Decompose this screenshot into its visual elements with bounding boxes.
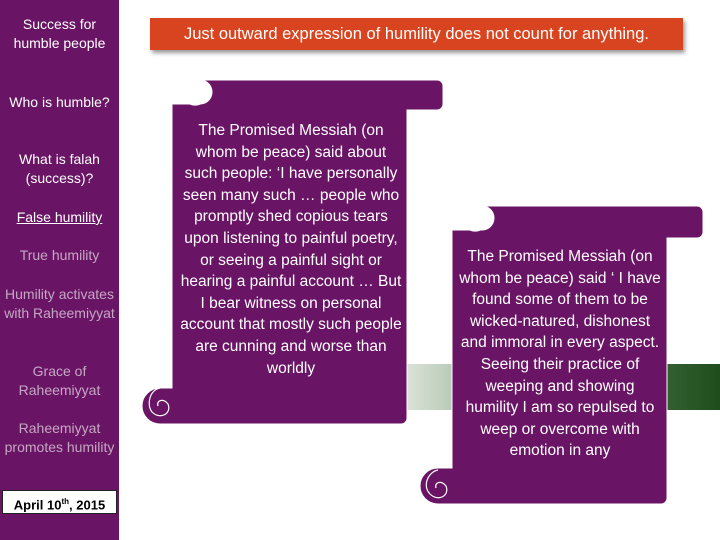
slide-title: Just outward expression of humility does not count for anything.	[150, 18, 683, 50]
nav-item-false-humility[interactable]: False humility	[16, 209, 103, 225]
right-scroll-text: The Promised Messiah (on whom be peace) said ‘ I have found some of them to be wicked-natured, dishonest and immoral in every aspect. Seeing their practice of weeping and showing humility I am so repulsed to weep or overcome with emotion in any	[459, 248, 661, 460]
nav-item-who-is-humble[interactable]: Who is humble?	[9, 94, 110, 110]
date-suffix: th	[61, 497, 70, 506]
nav-item-true-humility[interactable]: True humility	[19, 247, 100, 263]
left-scroll-text: The Promised Messiah (on whom be peace) said about such people: ‘I have personally seen many such … people who promptly shed copious tears upon listening to painful poetry, or seeing a painful sight or hearing a painful account … But I bear witness on personal account that mostly such people are cunning and worse than worldly	[180, 122, 402, 377]
nav-item-success-for-humble-people[interactable]: Success for humble people	[13, 16, 106, 51]
date-year: , 2015	[69, 497, 106, 513]
nav-item-raheemiyyat-promotes-humility[interactable]: Raheemiyyat promotes humility	[4, 420, 115, 455]
nav-item-humility-activates[interactable]: Humility activates with Raheemiyyat	[4, 286, 115, 321]
date-prefix: April 10	[13, 497, 62, 513]
nav-item-grace-of-raheemiyyat[interactable]: Grace of Raheemiyyat	[18, 363, 101, 398]
nav-item-what-is-falah[interactable]: What is falah (success)?	[19, 151, 100, 186]
